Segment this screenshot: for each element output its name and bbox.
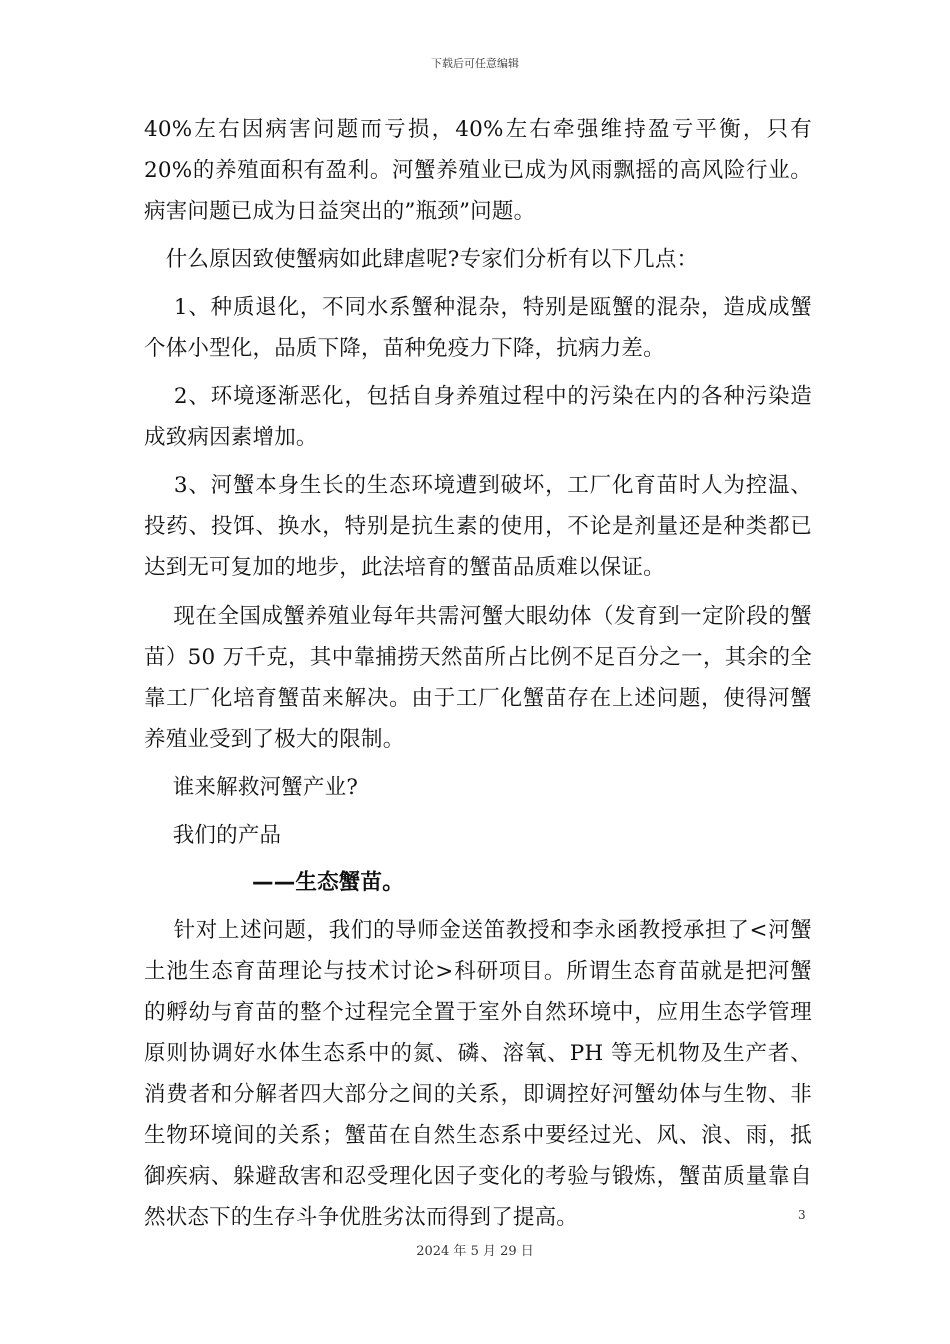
page-header: 下载后可任意编辑 (431, 57, 519, 70)
paragraph-cause-2: 2、环境逐渐恶化，包括自身养殖过程中的污染在内的各种污染造成致病因素增加。 (144, 384, 812, 450)
paragraph-loss-statistics: 40%左右因病害问题而亏损，40%左右牵强维持盈亏平衡，只有 20%的养殖面积有盈利。河蟹养殖业已成为风雨飘摇的高风险行业。病害问题已成为日益突出的”瓶颈”问题。 (144, 117, 812, 224)
page-number: 3 (798, 1208, 806, 1222)
paragraph-question: 谁来解救河蟹产业? (144, 775, 359, 800)
paragraph-causes-intro: 什么原因致使蟹病如此肆虐呢?专家们分析有以下几点： (144, 247, 699, 272)
paragraph-cause-1: 1、种质退化，不同水系蟹种混杂，特别是瓯蟹的混杂，造成成蟹个体小型化，品质下降，苗种免疫力下降，抗病力差。 (144, 295, 812, 361)
paragraph-our-product: 我们的产品 (144, 823, 282, 848)
product-subtitle: ——生态蟹苗。 (252, 870, 404, 895)
paragraph-cause-3: 3、河蟹本身生长的生态环境遭到破坏，工厂化育苗时人为控温、投药、投饵、换水，特别是抗生素的使用，不论是剂量还是种类都已达到无可复加的地步，此法培育的蟹苗品质难以保证。 (144, 473, 812, 580)
paragraph-ecological-breeding: 针对上述问题，我们的导师金送笛教授和李永函教授承担了<河蟹土池生态育苗理论与技术讨论>科研项目。所谓生态育苗就是把河蟹的孵幼与育苗的整个过程完全置于室外自然环境中，应用生态学管理原则协调好水体生态系中的氮、磷、溶氧、PH 等无机物及生产者、消费者和分解者四大部分之间的关系，即调控好河蟹幼体与生物、非生物环境间的关系；蟹苗在自然生态系中要经过光、风、浪、雨，抵御疾病、躲避敌害和忍受理化因子变化的考验与锻炼，蟹苗质量靠自然状态下的生存斗争优胜劣汰而得到了提高。 (144, 918, 812, 1230)
paragraph-national-demand: 现在全国成蟹养殖业每年共需河蟹大眼幼体（发育到一定阶段的蟹苗）50 万千克，其中靠捕捞天然苗所占比例不足百分之一，其余的全靠工厂化培育蟹苗来解决。由于工厂化蟹苗存在上述问题，使得河蟹养殖业受到了极大的限制。 (144, 604, 812, 752)
body-text (144, 109, 812, 1238)
page-footer-date: 2024 年 5 月 29 日 (416, 1244, 534, 1259)
